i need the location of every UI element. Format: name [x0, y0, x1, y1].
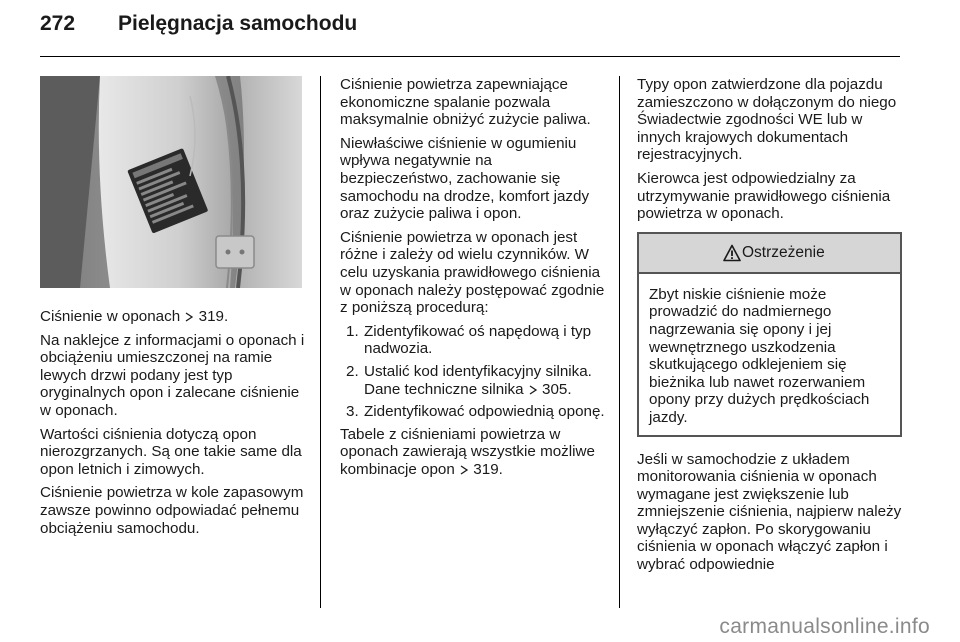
list-number: 2.: [346, 362, 359, 380]
paragraph: Ciśnienie powietrza w kole zapasowym zawsze powinno odpowiadać pełnemu obciążeniu samochodu.: [40, 484, 304, 537]
warning-body: Zbyt niskie ciśnienie może prowadzić do nadmiernego nagrzewania się opony i jej wewnętrznego uszkodzenia skutkującego odklejeniem się bieżnika lub nawet rozerwaniem opony przy dużych prędkościach jazdy.: [649, 285, 870, 426]
list-text: Zidentyfikować odpowiednią oponę.: [364, 403, 605, 421]
paragraph: Ciśnienie powietrza w oponach jest różne i zależy od wielu czynników. W celu uzyskania prawidłowego ciśnienia w oponach należy postępować zgodnie z poniższą procedurą:: [340, 228, 605, 317]
list-number: 1.: [346, 322, 359, 340]
watermark: carmanualsonline.info: [719, 615, 930, 638]
tire-pressure-ref: Ciśnienie w oponach 319.: [40, 308, 229, 325]
paragraph: Niewłaściwe ciśnienie w ogumieniu wpływa negatywnie na bezpieczeństwo, zachowanie się samochodu na drodze, komfort jazdy oraz zużycie paliwa i opon.: [340, 134, 590, 223]
list-text: Zidentyfikować oś napędową i typ nadwozia.: [364, 322, 592, 358]
column-2: [340, 76, 605, 484]
warning-box: [637, 232, 902, 437]
reference-arrow-icon: [528, 385, 538, 395]
page-header: [40, 8, 900, 48]
column-3: [637, 76, 902, 580]
page-reference: 319.: [198, 308, 229, 325]
list-item: [340, 323, 605, 358]
paragraph: Kierowca jest odpowiedzialny za utrzymywanie prawidłowego ciśnienia powietrza w oponach.: [637, 169, 891, 223]
reference-arrow-icon: [184, 312, 194, 322]
warning-title: Ostrzeżenie: [742, 243, 825, 261]
paragraph: Typy opon zatwierdzone dla pojazdu zamieszczono w dołączonym do niego Świadectwie zgodności WE lub w innych krajowych dokumentach rejestracyjnych.: [637, 76, 897, 164]
list-number: 3.: [346, 403, 359, 421]
tire-label-photo: [40, 76, 302, 288]
column-1: [40, 76, 305, 543]
page-reference: 319.: [473, 460, 503, 478]
list-item: [340, 403, 605, 421]
warning-header: [639, 234, 900, 274]
paragraph: Jeśli w samochodzie z układem monitorowania ciśnienia w oponach wymagane jest zwiększenie lub zmniejszenie ciśnienia, najpierw należy wyłączyć zapłon. Po skorygowaniu ciśnienia w oponach włączyć zapłon i wybrać odpowiednie: [637, 450, 902, 574]
column-divider-2: [619, 76, 620, 608]
page-number: 272: [40, 12, 76, 35]
page-reference: 305.: [542, 380, 572, 398]
list-text: Ustalić kod identyfikacyjny silnika. Dane techniczne silnika: [364, 362, 592, 398]
column-divider-1: [320, 76, 321, 608]
header-divider: [40, 56, 900, 57]
page-title: Pielęgnacja samochodu: [118, 12, 358, 35]
paragraph: Ciśnienie powietrza zapewniające ekonomiczne spalanie pozwala maksymalnie obniżyć zużycie paliwa.: [340, 76, 591, 129]
paragraph: Na naklejce z informacjami o oponach i obciążeniu umieszczonej na ramie lewych drzwi podany jest typ oryginalnych opon i zalecane ciśnienie w oponach.: [40, 331, 305, 419]
procedure-list: [340, 323, 605, 421]
warning-triangle-icon: [723, 244, 741, 262]
paragraph: Tabele z ciśnieniami powietrza w oponach zawierają wszystkie możliwe kombinacje opon 319.: [340, 425, 595, 478]
list-item: [340, 363, 605, 398]
paragraph: Wartości ciśnienia dotyczą opon nierozgrzanych. Są one takie same dla opon letnich i zimowych.: [40, 425, 302, 478]
reference-arrow-icon: [459, 465, 469, 475]
